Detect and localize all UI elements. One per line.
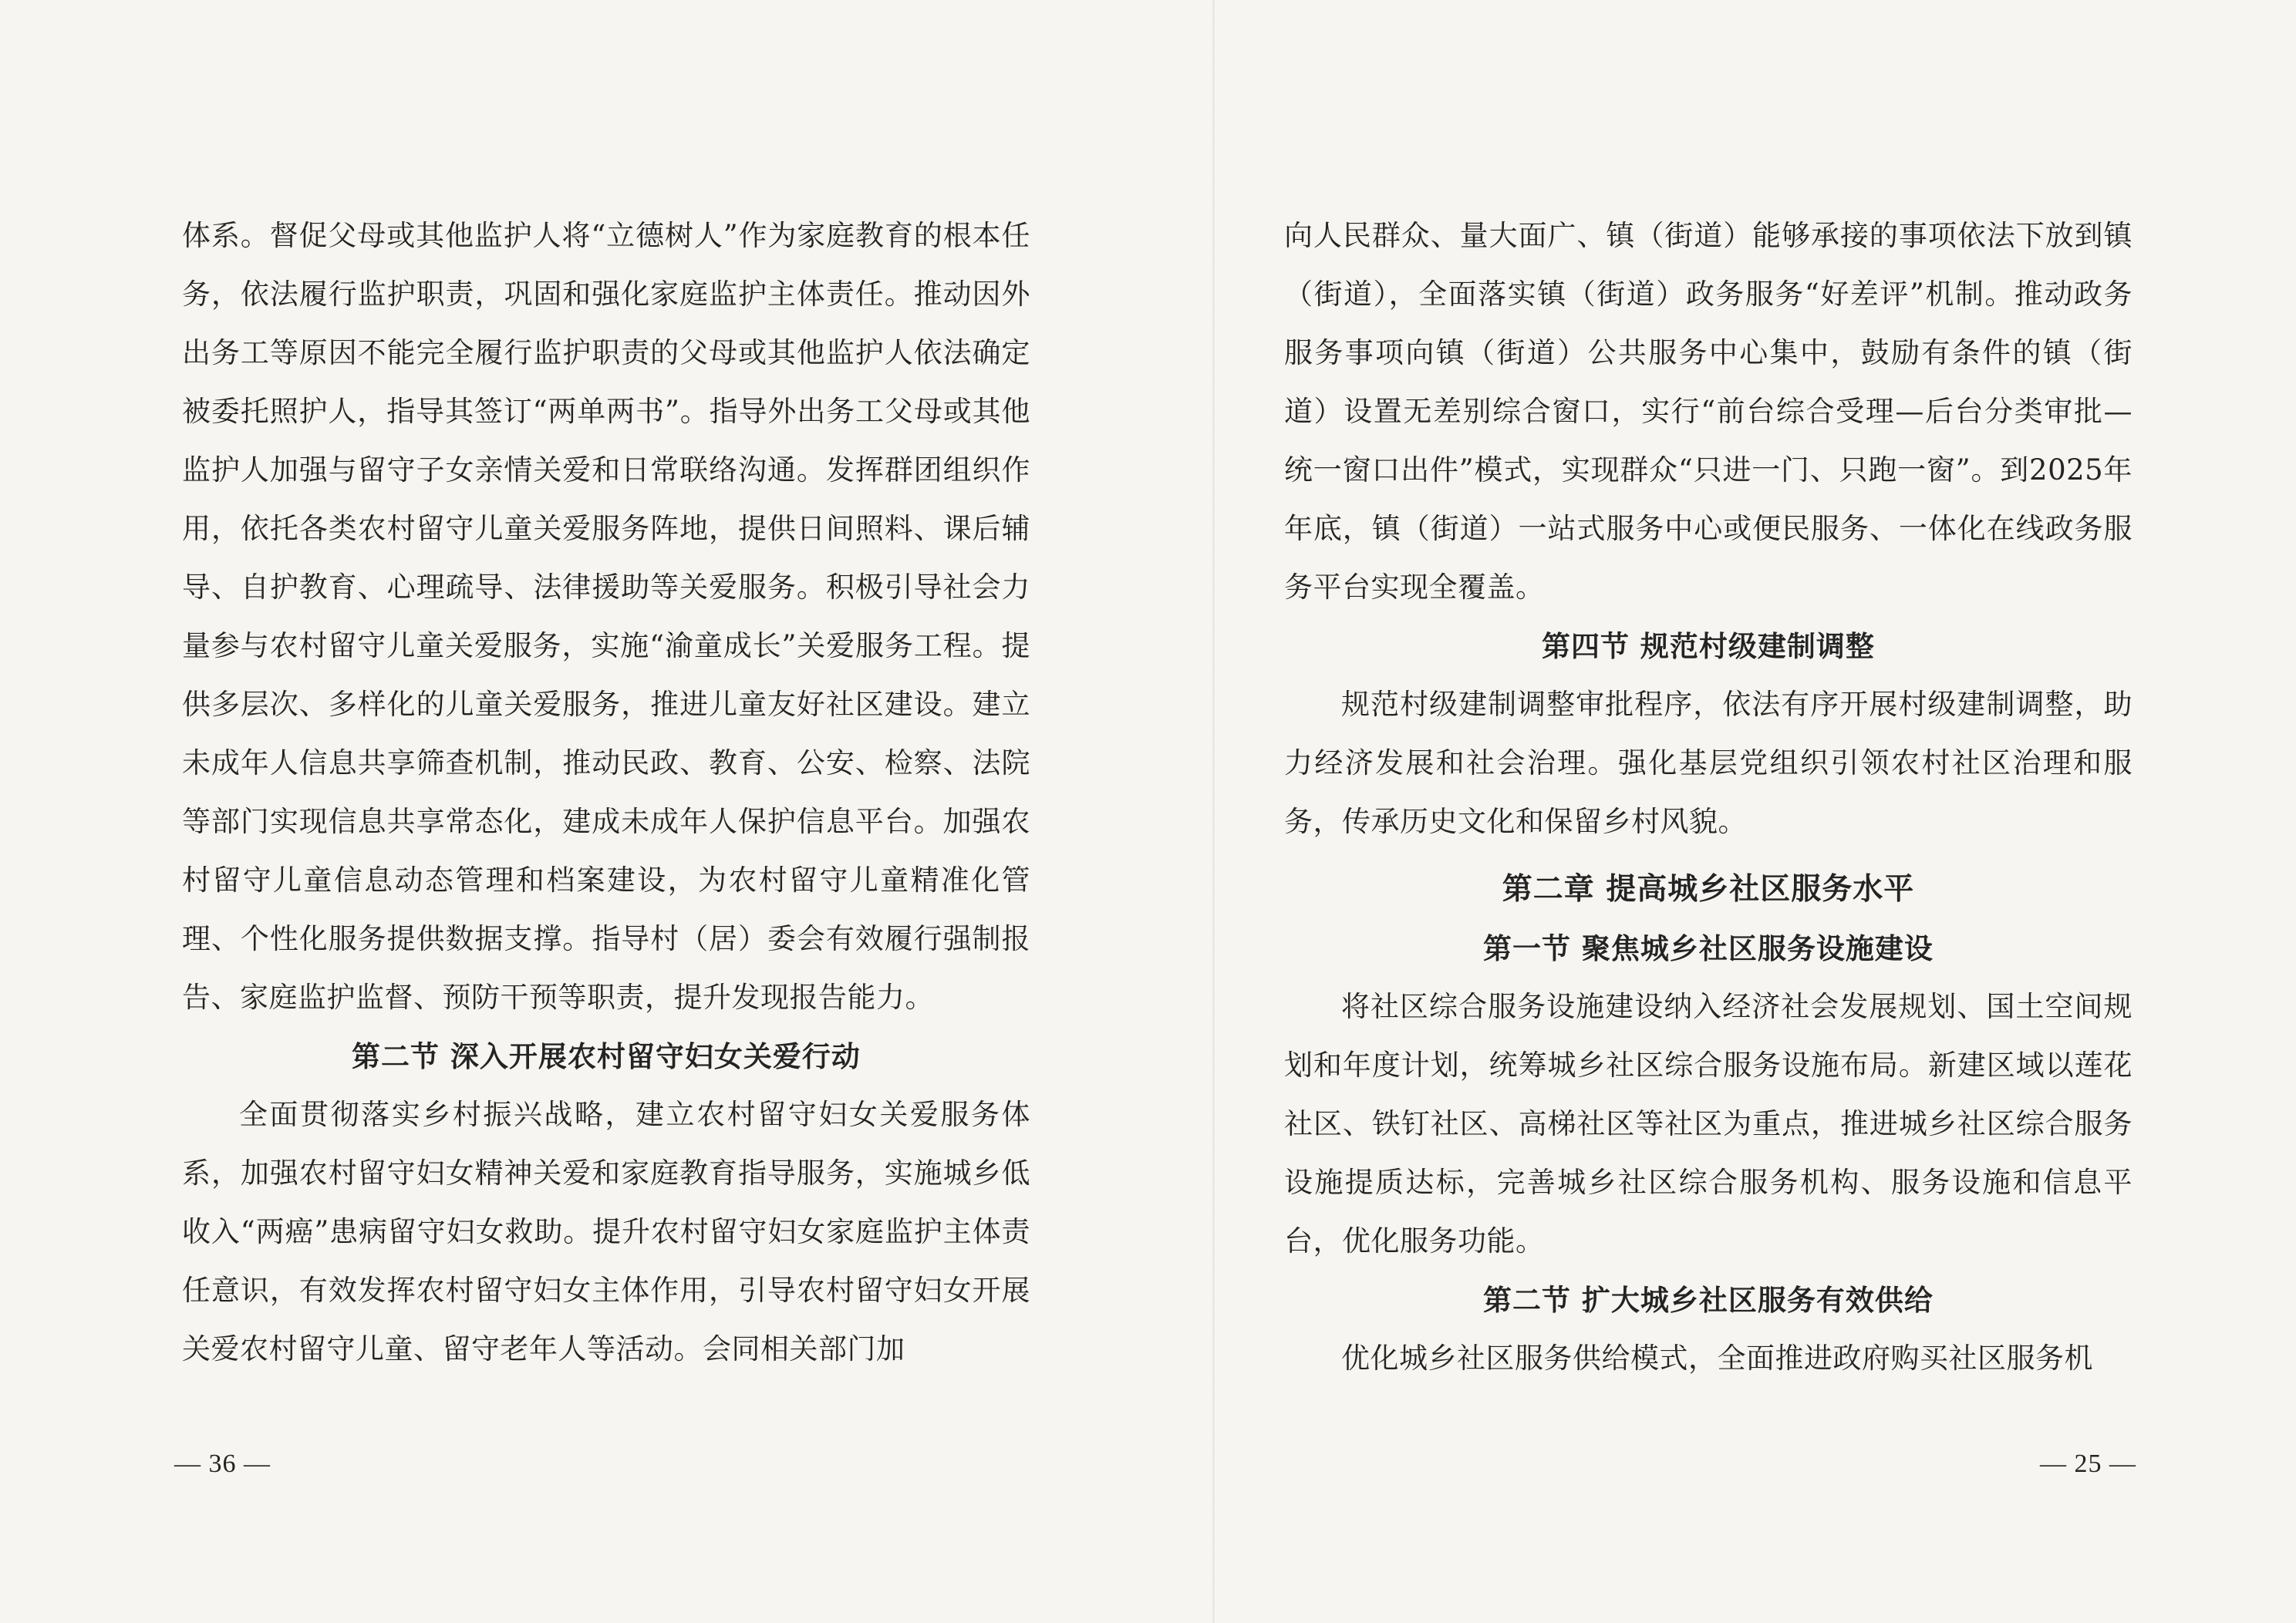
right-page-body bbox=[1284, 207, 2132, 1388]
section-title: 第一节 聚焦城乡社区服务设施建设 bbox=[1483, 931, 1934, 965]
body-paragraph: 优化城乡社区服务供给模式，全面推进政府购买社区服务机 bbox=[1341, 1342, 2093, 1375]
section-title: 第二节 扩大城乡社区服务有效供给 bbox=[1483, 1283, 1934, 1317]
page-number: — 36 — bbox=[174, 1450, 271, 1478]
right-page bbox=[1215, 0, 2296, 1623]
body-paragraph: 规范村级建制调整审批程序，依法有序开展村级建制调整，助力经济发展和社会治理。强化基层党组织引领农村社区治理和服务，传承历史文化和保留乡村风貌。 bbox=[1284, 688, 2132, 838]
body-paragraph: 向人民群众、量大面广、镇（街道）能够承接的事项依法下放到镇（街道），全面落实镇（街道）政务服务“好差评”机制。推动政务服务事项向镇（街道）公共服务中心集中，鼓励有条件的镇（街道）设置无差别综合窗口，实行“前台综合受理—后台分类审批—统一窗口出件”模式，实现群众“只进一门、只跑一窗”。到2025年年底，镇（街道）一站式服务中心或便民服务、一体化在线政务服务平台实现全覆盖。 bbox=[1284, 219, 2132, 604]
body-paragraph: 体系。督促父母或其他监护人将“立德树人”作为家庭教育的根本任务，依法履行监护职责，巩固和强化家庭监护主体责任。推动因外出务工等原因不能完全履行监护职责的父母或其他监护人依法确定被委托照护人，指导其签订“两单两书”。指导外出务工父母或其他监护人加强与留守子女亲情关爱和日常联络沟通。发挥群团组织作用，依托各类农村留守儿童关爱服务阵地，提供日间照料、课后辅导、自护教育、心理疏导、法律援助等关爱服务。积极引导社会力量参与农村留守儿童关爱服务，实施“渝童成长”关爱服务工程。提供多层次、多样化的儿童关爱服务，推进儿童友好社区建设。建立未成年人信息共享筛查机制，推动民政、教育、公安、检察、法院等部门实现信息共享常态化，建成未成年人保护信息平台。加强农村留守儿童信息动态管理和档案建设，为农村留守儿童精准化管理、个性化服务提供数据支撑。指导村（居）委会有效履行强制报告、家庭监护监督、预防干预等职责，提升发现报告能力。 bbox=[182, 219, 1030, 1014]
body-paragraph: 将社区综合服务设施建设纳入经济社会发展规划、国土空间规划和年度计划，统筹城乡社区综合服务设施布局。新建区域以莲花社区、铁钉社区、高梯社区等社区为重点，推进城乡社区综合服务设施提质达标，完善城乡社区综合服务机构、服务设施和信息平台，优化服务功能。 bbox=[1284, 990, 2132, 1258]
section-title: 第四节 规范村级建制调整 bbox=[1542, 629, 1875, 663]
section-title: 第二节 深入开展农村留守妇女关爱行动 bbox=[352, 1039, 861, 1073]
body-paragraph: 全面贯彻落实乡村振兴战略，建立农村留守妇女关爱服务体系，加强农村留守妇女精神关爱和家庭教育指导服务，实施城乡低收入“两癌”患病留守妇女救助。提升农村留守妇女家庭监护主体责任意识，有效发挥农村留守妇女主体作用，引导农村留守妇女开展关爱农村留守儿童、留守老年人等活动。会同相关部门加 bbox=[182, 1098, 1030, 1365]
left-page-body bbox=[182, 207, 1030, 1379]
page-number: — 25 — bbox=[2040, 1450, 2136, 1478]
chapter-title: 第二章 提高城乡社区服务水平 bbox=[1502, 872, 1915, 907]
